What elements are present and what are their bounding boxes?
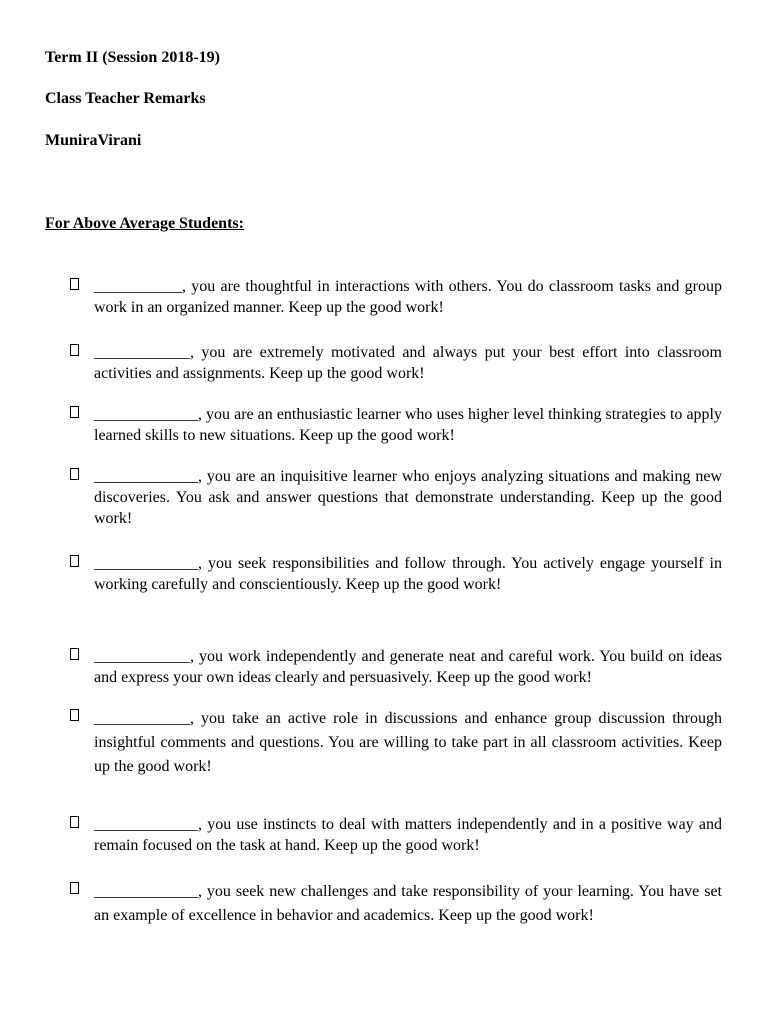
- checkbox-icon: [70, 555, 79, 567]
- remark-text: _____________, you seek new challenges and take responsibility of your learning. You have set an example of excellence in behavior and academics. Keep up the good work!: [94, 883, 722, 924]
- remark-item: [70, 276, 722, 318]
- checkbox-icon: [70, 709, 79, 721]
- checkbox-icon: [70, 468, 79, 480]
- checkbox-icon: [70, 344, 79, 356]
- checkbox-icon: [70, 816, 79, 828]
- remark-item: [70, 342, 722, 384]
- teacher-name: MuniraVirani: [45, 132, 142, 149]
- remark-item: [70, 404, 722, 446]
- section-heading: For Above Average Students:: [45, 215, 244, 232]
- page-title: Class Teacher Remarks: [45, 90, 206, 107]
- remark-item: [70, 707, 722, 779]
- checkbox-icon: [70, 882, 79, 894]
- checkbox-icon: [70, 406, 79, 418]
- remark-item: [70, 880, 722, 928]
- remark-text: ____________, you are extremely motivated and always put your best effort into classroom activities and assignments. Keep up the good work!: [94, 344, 722, 382]
- term-line: Term II (Session 2018-19): [45, 49, 220, 66]
- remark-text: ____________, you work independently and generate neat and careful work. You build on ideas and express your own ideas clearly and persuasively. Keep up the good work!: [94, 648, 722, 686]
- remark-text: _____________, you use instincts to deal with matters independently and in a positive way and remain focused on the task at hand. Keep up the good work!: [94, 816, 722, 854]
- remark-text: _____________, you seek responsibilities and follow through. You actively engage yourself in working carefully and conscientiously. Keep up the good work!: [94, 555, 722, 593]
- checkbox-icon: [70, 648, 79, 660]
- remark-text: _____________, you are an enthusiastic learner who uses higher level thinking strategies to apply learned skills to new situations. Keep up the good work!: [94, 406, 722, 444]
- remark-item: [70, 553, 722, 595]
- remark-text: ___________, you are thoughtful in interactions with others. You do classroom tasks and group work in an organized manner. Keep up the good work!: [94, 278, 722, 316]
- remark-item: [70, 646, 722, 688]
- remark-item: [70, 814, 722, 856]
- remark-item: [70, 466, 722, 529]
- checkbox-icon: [70, 278, 79, 290]
- remark-text: ____________, you take an active role in discussions and enhance group discussion through insightful comments and questions. You are willing to take part in all classroom activities. Keep up the good work!: [94, 710, 722, 775]
- remark-text: _____________, you are an inquisitive learner who enjoys analyzing situations and making new discoveries. You ask and answer questions that demonstrate understanding. Keep up the good work!: [94, 468, 722, 527]
